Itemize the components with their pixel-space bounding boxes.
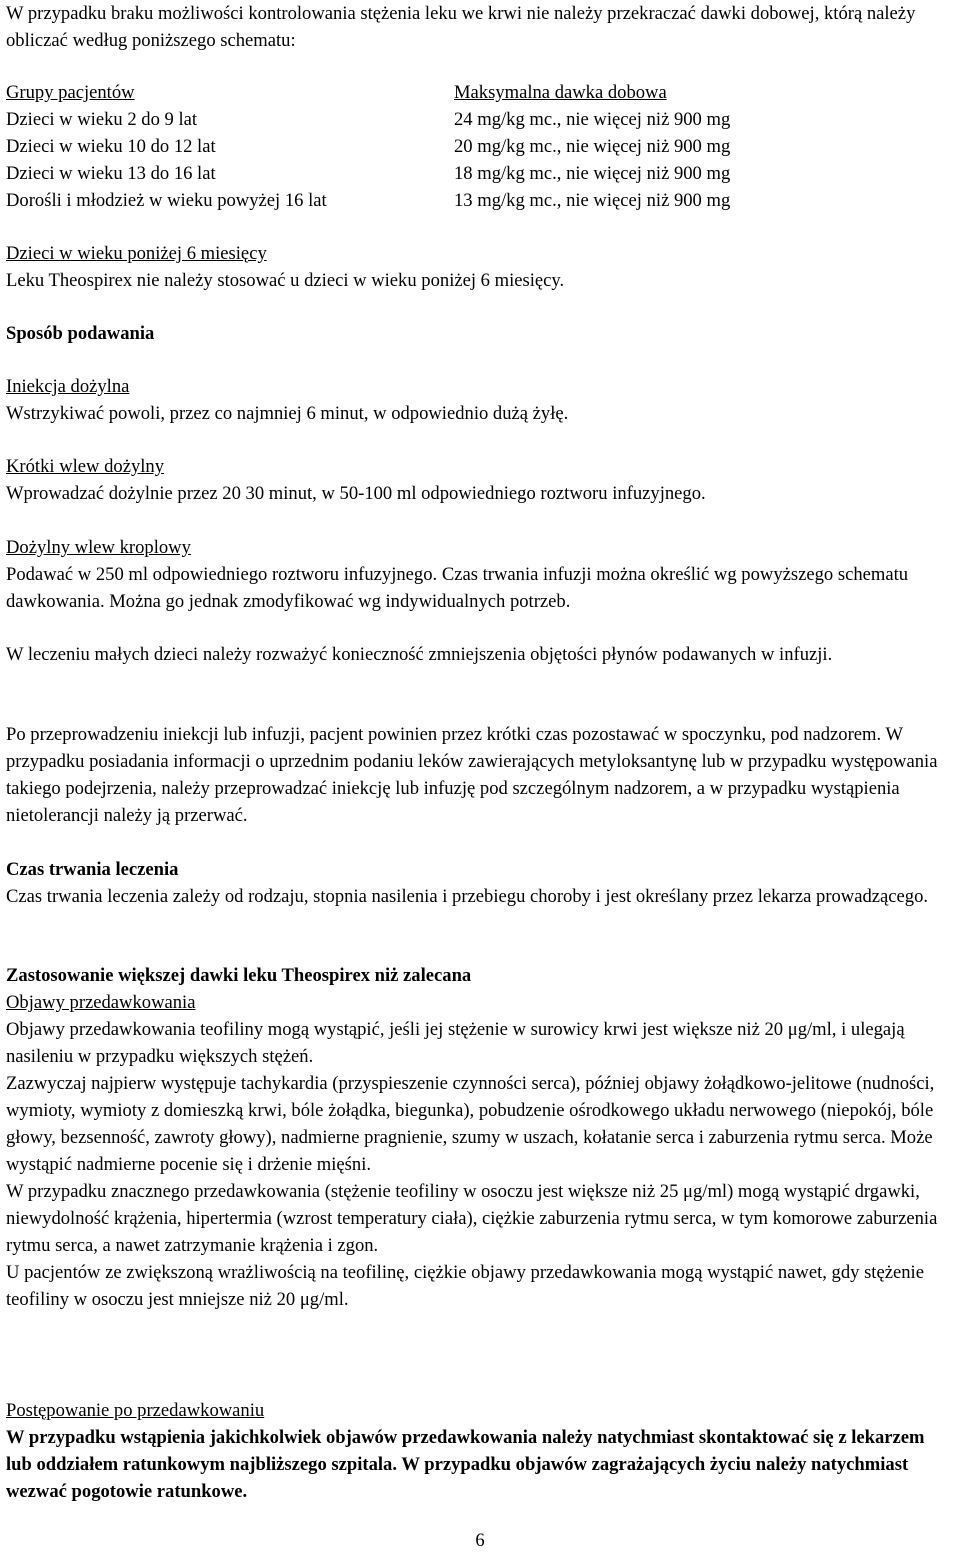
duration-heading: Czas trwania leczenia bbox=[6, 859, 179, 880]
infants-text: Leku Theospirex nie należy stosować u dzieci w wieku poniżej 6 miesięcy. bbox=[6, 270, 565, 291]
patient-group: Dorośli i młodzież w wieku powyżej 16 lat bbox=[6, 190, 327, 211]
rest-after-infusion-paragraph: Po przeprowadzeniu iniekcji lub infuzji, pacjent powinien przez krótki czas pozostawać w spoczynku, pod nadzorem. W przypadku posiadania informacji o uprzednim podaniu leków zawierających metyloksantynę lub w przypadku występowania takiego podejrzenia, należy przeprowadzać iniekcję lub infuzję pod szczególnym nadzorem, a w przypadku wystąpienia nietolerancji należy ją przerwać. bbox=[6, 724, 938, 826]
overdose-symptoms-heading: Objawy przedawkowania bbox=[6, 992, 196, 1013]
short-infusion-section bbox=[6, 453, 954, 507]
max-dose: 20 mg/kg mc., nie więcej niż 900 mg bbox=[454, 136, 731, 157]
overdose-procedure-text: W przypadku wstąpienia jakichkolwiek objawów przedawkowania należy natychmiast skontaktować się z lekarzem lub oddziałem ratunkowym najbliższego szpitala. W przypadku objawów zagrażających życiu należy natychmiast wezwać pogotowie ratunkowe. bbox=[6, 1427, 925, 1502]
table-row bbox=[6, 187, 954, 214]
overdose-paragraph-2: Zazwyczaj najpierw występuje tachykardia (przyspieszenie czynności serca), później objawy żołądkowo-jelitowe (nudności, wymioty, wymioty z domieszką krwi, bóle żołądka, biegunka), pobudzenie ośrodkowego układu nerwowego (niepokój, bóle głowy, bezsenność, zawroty głowy), nadmierne pragnienie, szumy w uszach, kołatanie serca i zaburzenia rytmu serca. Może wystąpić nadmierne pocenie się i drżenie mięśni. bbox=[6, 1073, 935, 1175]
table-row bbox=[6, 160, 954, 187]
table-row bbox=[6, 106, 954, 133]
short-infusion-heading: Krótki wlew dożylny bbox=[6, 456, 165, 477]
overdose-paragraph-1: Objawy przedawkowania teofiliny mogą wystąpić, jeśli jej stężenie w surowicy krwi jest większe niż 20 μg/ml, i ulegają nasileniu w przypadku większych stężeń. bbox=[6, 1019, 905, 1067]
max-dose: 18 mg/kg mc., nie więcej niż 900 mg bbox=[454, 163, 731, 184]
iv-injection-text: Wstrzykiwać powoli, przez co najmniej 6 minut, w odpowiednio dużą żyłę. bbox=[6, 403, 569, 424]
overdose-paragraph-4: U pacjentów ze zwiększoną wrażliwością na teofilinę, ciężkie objawy przedawkowania mogą wystąpić nawet, gdy stężenie teofiliny w osoczu jest mniejsze niż 20 μg/ml. bbox=[6, 1262, 924, 1310]
overdose-heading: Zastosowanie większej dawki leku Theospirex niż zalecana bbox=[6, 965, 472, 986]
overdose-procedure-section bbox=[6, 1397, 954, 1505]
max-dose: 24 mg/kg mc., nie więcej niż 900 mg bbox=[454, 109, 731, 130]
overdose-section bbox=[6, 962, 954, 1313]
table-row bbox=[6, 133, 954, 160]
drip-infusion-text: Podawać w 250 ml odpowiedniego roztworu infuzyjnego. Czas trwania infuzji można określić wg powyższego schematu dawkowania. Można go jednak zmodyfikować wg indywidualnych potrzeb. bbox=[6, 564, 909, 612]
header-patient-groups: Grupy pacjentów bbox=[6, 82, 135, 103]
overdose-paragraph-3: W przypadku znacznego przedawkowania (stężenie teofiliny w osoczu jest większe niż 25 μg/ml) mogą wystąpić drgawki, niewydolność krążenia, hipertermia (wzrost temperatury ciała), ciężkie zaburzenia rytmu serca, w tym komorowe zaburzenia rytmu serca, a nawet zatrzymanie krążenia i zgon. bbox=[6, 1181, 938, 1256]
dose-table bbox=[6, 79, 954, 214]
intro-paragraph: W przypadku braku możliwości kontrolowania stężenia leku we krwi nie należy przekraczać dawki dobowej, którą należy obliczać według poniższego schematu: bbox=[6, 3, 916, 51]
drip-infusion-section bbox=[6, 534, 954, 615]
header-max-daily-dose: Maksymalna dawka dobowa bbox=[454, 82, 667, 103]
patient-group: Dzieci w wieku 2 do 9 lat bbox=[6, 109, 198, 130]
patient-group: Dzieci w wieku 13 do 16 lat bbox=[6, 163, 216, 184]
short-infusion-text: Wprowadzać dożylnie przez 20 30 minut, w 50-100 ml odpowiedniego roztworu infuzyjnego. bbox=[6, 483, 706, 504]
patient-group: Dzieci w wieku 10 do 12 lat bbox=[6, 136, 216, 157]
iv-injection-section bbox=[6, 373, 954, 427]
duration-section bbox=[6, 856, 954, 910]
max-dose: 13 mg/kg mc., nie więcej niż 900 mg bbox=[454, 190, 731, 211]
infants-heading: Dzieci w wieku poniżej 6 miesięcy bbox=[6, 243, 267, 264]
dose-table-header bbox=[6, 79, 954, 106]
overdose-procedure-heading: Postępowanie po przedawkowaniu bbox=[6, 1400, 265, 1421]
iv-injection-heading: Iniekcja dożylna bbox=[6, 376, 130, 397]
administration-heading: Sposób podawania bbox=[6, 323, 155, 344]
small-children-paragraph: W leczeniu małych dzieci należy rozważyć konieczność zmniejszenia objętości płynów podawanych w infuzji. bbox=[6, 644, 833, 665]
infants-section bbox=[6, 240, 954, 294]
page-number: 6 bbox=[475, 1530, 485, 1551]
duration-text: Czas trwania leczenia zależy od rodzaju, stopnia nasilenia i przebiegu choroby i jest określany przez lekarza prowadzącego. bbox=[6, 886, 929, 907]
drip-infusion-heading: Dożylny wlew kroplowy bbox=[6, 537, 191, 558]
